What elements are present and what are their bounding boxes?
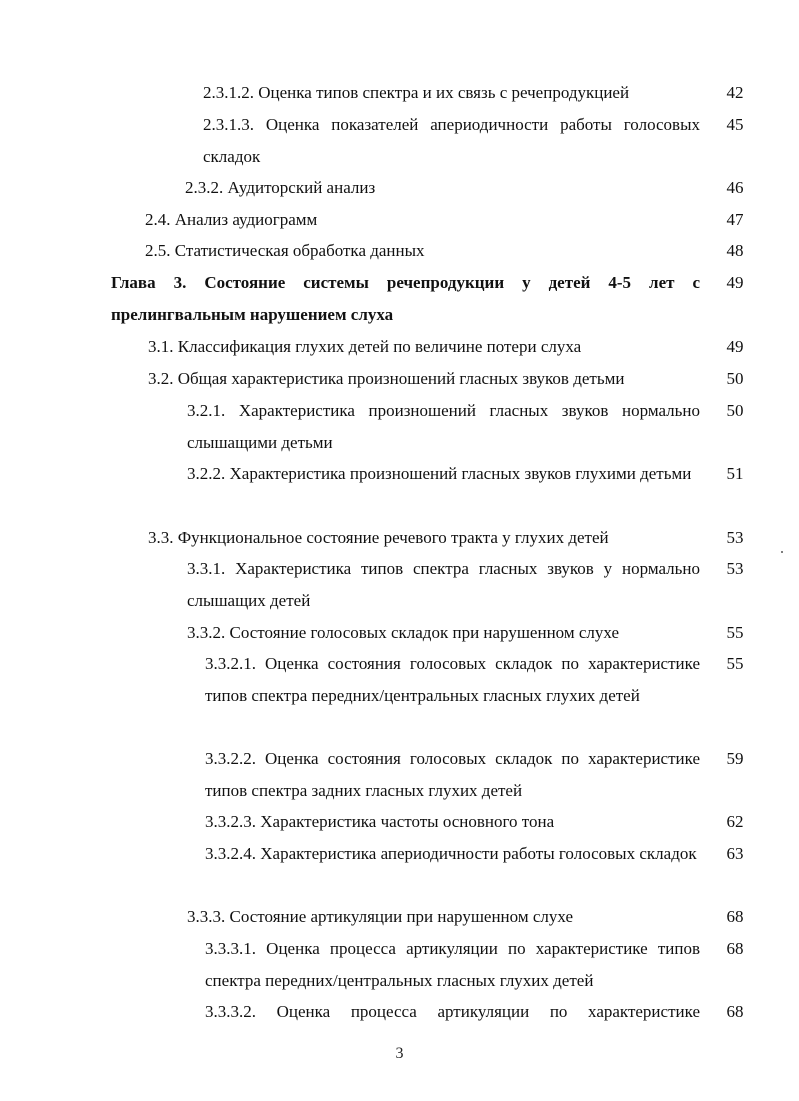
toc-entry-title: 3.3.3.2. Оценка процесса артикуляции по характеристике: [205, 1002, 700, 1021]
toc-entry-page: 49: [726, 337, 744, 356]
toc-entry-page: 55: [726, 654, 744, 673]
toc-entry-page: 50: [726, 369, 744, 388]
toc-entry-title: 3.3. Функциональное состояние речевого тракта у глухих детей: [148, 528, 609, 547]
toc-entry-page: 68: [726, 907, 744, 926]
toc-entry-title: Глава 3. Состояние системы речепродукции у детей 4-5 лет с прелингвальным нарушением слуха: [111, 273, 700, 324]
toc-entry-page: 48: [726, 241, 744, 260]
toc-entry-page: 45: [726, 115, 744, 134]
toc-entry-title: 2.3.2. Аудиторский анализ: [185, 178, 376, 197]
toc-entry-title: 2.5. Статистическая обработка данных: [145, 241, 425, 260]
toc-entry-page: 53: [726, 528, 744, 547]
toc-entry-page: 51: [726, 464, 744, 483]
toc-entry-title: 3.3.3. Состояние артикуляции при нарушенном слухе: [187, 907, 573, 926]
toc-entry-title: 3.3.2.4. Характеристика апериодичности работы голосовых складок: [205, 844, 697, 863]
toc-entry-page: 62: [726, 812, 744, 831]
toc-entry-page: 50: [726, 401, 744, 420]
toc-entry-title: 2.4. Анализ аудиограмм: [145, 210, 318, 229]
toc-entry-title: 3.3.2. Состояние голосовых складок при нарушенном слухе: [187, 623, 619, 642]
toc-entry-page: 53: [726, 559, 744, 578]
toc-entry-title: 3.1. Классификация глухих детей по величине потери слуха: [148, 337, 582, 356]
toc-entry-title: 3.3.2.2. Оценка состояния голосовых складок по характеристике типов спектра задних гласных глухих детей: [205, 749, 700, 800]
toc-entry-title: 2.3.1.2. Оценка типов спектра и их связь с речепродукцией: [203, 83, 630, 102]
scan-speck: [781, 551, 783, 553]
toc-entry-page: 42: [726, 83, 744, 102]
toc-entry-page: 47: [726, 210, 744, 229]
page-number: 3: [395, 1045, 404, 1062]
toc-entry-page: 63: [726, 844, 744, 863]
toc-entry-page: 68: [726, 1002, 744, 1021]
toc-entry-page: 59: [726, 749, 744, 768]
toc-entry-title: 3.2. Общая характеристика произношений гласных звуков детьми: [148, 369, 625, 388]
toc-entry-title: 3.3.3.1. Оценка процесса артикуляции по характеристике типов спектра передних/центральных гласных глухих детей: [205, 939, 700, 990]
toc-entry-title: 3.2.1. Характеристика произношений гласных звуков нормально слышащими детьми: [187, 401, 700, 452]
toc-entry-title: 3.3.2.1. Оценка состояния голосовых складок по характеристике типов спектра передних/центральных гласных глухих детей: [205, 654, 700, 705]
toc-entry-page: 55: [726, 623, 744, 642]
toc-entry-title: 3.3.1. Характеристика типов спектра гласных звуков у нормально слышащих детей: [187, 559, 700, 610]
toc-entry-title: 3.2.2. Характеристика произношений гласных звуков глухими детьми: [187, 464, 692, 483]
toc-entry-page: 46: [726, 178, 744, 197]
toc-entry-page: 49: [726, 273, 744, 292]
toc-entry-title: 2.3.1.3. Оценка показателей апериодичности работы голосовых складок: [203, 115, 700, 166]
toc-entry-title: 3.3.2.3. Характеристика частоты основного тона: [205, 812, 555, 831]
toc-entry-page: 68: [726, 939, 744, 958]
